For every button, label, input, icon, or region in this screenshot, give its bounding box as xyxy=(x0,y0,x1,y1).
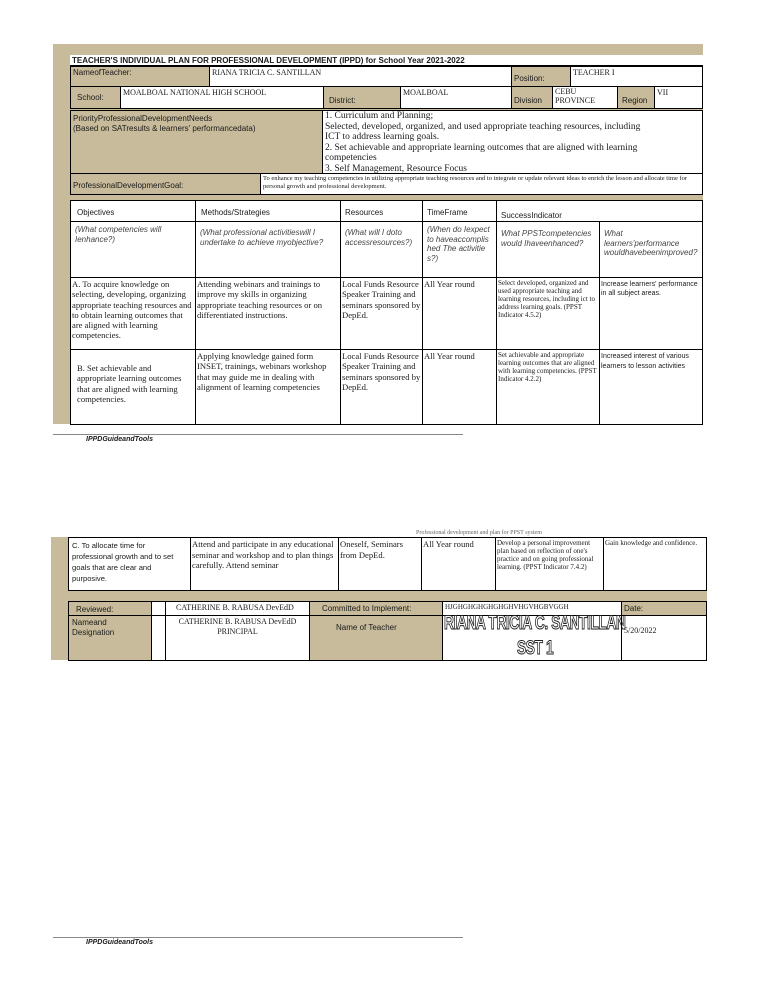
division-label: Division xyxy=(511,86,553,109)
teacher-signature-name: RIANA TRICIA C. SANTILLAN xyxy=(444,613,626,634)
goal-label: ProfessionalDevelopmentGoal: xyxy=(70,173,261,195)
col-resources: Resources xyxy=(340,200,423,222)
priority-label: PriorityProfessionalDevelopmentNeeds xyxy=(73,114,213,123)
reviewer-name: CATHERINE B. RABUSA DevEdD xyxy=(165,601,310,616)
footer-text-2: IPPDGuideandTools xyxy=(86,939,154,946)
priority-line-5: competencies xyxy=(325,153,377,163)
row-b-timeframe: All Year round xyxy=(422,349,497,425)
form-title: TEACHER'S INDIVIDUAL PLAN FOR PROFESSIONAL DEVELOPMENT (IPPD) for School Year 2021-2022 xyxy=(70,55,703,66)
frame-top-bar xyxy=(53,44,703,55)
signature-cell xyxy=(442,613,626,661)
row-a-timeframe: All Year round xyxy=(422,277,497,350)
footer-rule-2 xyxy=(53,937,463,938)
district-value: MOALBOAL xyxy=(400,86,512,109)
position-label: Position: xyxy=(511,66,571,87)
guide-objectives: (What competencies will Ienhance?) xyxy=(70,221,196,278)
district-label: District: xyxy=(323,86,401,109)
teacher-name-label: Name of Teacher xyxy=(309,615,443,661)
region-value: VII xyxy=(654,86,703,109)
row-a-ppst: Select developed, organized and used appropriate teaching and learning resources, including ict to address learning goals. (PPST Indicator 4.5.2) xyxy=(496,277,600,350)
reviewer-name-2: CATHERINE B. RABUSA DevEdD xyxy=(178,617,297,626)
goal-value: To enhance my teaching competencies in utilizing appropriate teaching resources and to integrate or update relevant ideas to enrich the lesson and allocate time for personal growth and professional development. xyxy=(260,173,703,195)
name-label: NameofTeacher: xyxy=(70,66,210,87)
row-c-ppst: Develop a personal improvement plan based on reflection of one's practice and on going professional learning. (PPST Indicator 7.4.2) xyxy=(495,537,604,591)
row-b-objective-cell xyxy=(70,349,196,425)
row-c-learners: Gain knowledge and confidence. xyxy=(603,537,707,591)
col-methods: Methods/Strategies xyxy=(195,200,341,222)
col-timeframe: TimeFrame xyxy=(422,200,497,222)
priority-line-4: 2. Set achievable and appropriate learning outcomes that are aligned with learning xyxy=(325,142,638,153)
row-a-method: Attending webinars and trainings to improve my skills in organizing appropriate teaching resources or on differentiated instructions. xyxy=(195,277,341,350)
row-a-objective: A. To acquire knowledge on selecting, developing, organizing appropriate teaching resources and to obtain learning outcomes that are aligned with learning competencies. xyxy=(70,277,196,350)
frame-left-bar-2 xyxy=(51,537,68,660)
reviewed-label: Reviewed: xyxy=(68,601,152,616)
reviewer-block xyxy=(165,615,310,661)
school-value: MOALBOAL NATIONAL HIGH SCHOOL xyxy=(120,86,324,109)
row-b-resource: Local Funds Resource Speaker Training and seminars sponsored by DepEd. xyxy=(340,349,423,425)
guide-timeframe: (When do Iexpect to haveaccomplished The activities?) xyxy=(422,221,497,278)
teacher-signature-title: SST 1 xyxy=(517,638,554,659)
overlap-text: Professional development and plan for PPST system xyxy=(416,530,542,536)
row-b-objective: B. Set achievable and appropriate learning outcomes that are aligned with learning competencies. xyxy=(77,363,182,404)
footer-rule-1 xyxy=(53,434,463,435)
frame-left-bar xyxy=(53,44,70,424)
date-value: 5/20/2022 xyxy=(621,615,707,661)
guide-learners: What learners'performance wouldhavebeenimproved? xyxy=(599,221,703,278)
region-label: Region xyxy=(617,86,655,109)
date-label: Date: xyxy=(621,601,707,616)
priority-line-3: ICT to address learning goals. xyxy=(325,132,440,142)
footer-text-1: IPPDGuideandTools xyxy=(86,436,154,443)
priority-line-2: Selected, developed, organized, and used appropriate teaching resources, including xyxy=(325,121,641,132)
guide-ppst: What PPSTcompetencies would Ihaveenhanced? xyxy=(496,221,600,278)
priority-sublabel: (Based on SATresults & learners' performancedata) xyxy=(73,123,256,133)
reviewed-blank xyxy=(151,601,166,616)
priority-line-1: 1. Curriculum and Planning; xyxy=(325,111,434,121)
row-c-timeframe: All Year round xyxy=(421,537,496,591)
row-b-ppst: Set achievable and appropriate learning outcomes that are aligned with learning competencies. (PPST Indicator 4.2.2) xyxy=(496,349,600,425)
col-success: SuccessIndicator xyxy=(496,200,703,222)
name-value: RIANA TRICIA C. SANTILLAN xyxy=(209,66,512,87)
committed-value: HJGHGHGHGHGHGHVHGVHGBVGGH xyxy=(442,601,622,616)
priority-label-cell xyxy=(70,110,323,174)
row-c-objective: C. To allocate time for professional growth and to set goals that are clear and purposive. xyxy=(68,537,191,591)
col-objectives: Objectives xyxy=(70,200,196,222)
school-label: School: xyxy=(70,86,121,109)
position-value: TEACHER I xyxy=(570,66,703,87)
row-b-method: Applying knowledge gained form INSET, trainings, webinars workshop that may guide me in dealing with alignment of learning competencies xyxy=(195,349,341,425)
name-designation-label: Nameand Designation xyxy=(68,615,152,661)
priority-value-cell xyxy=(322,110,703,174)
division-value: CEBU PROVINCE xyxy=(552,86,618,109)
row-a-learners: Increase learners' performance in all subject areas. xyxy=(599,277,703,350)
reviewer-designation: PRINCIPAL xyxy=(217,626,258,636)
committed-label: Committed to Implement: xyxy=(309,601,443,616)
guide-methods: (What professional activitieswill I undertake to achieve myobjective? xyxy=(195,221,341,278)
guide-resources: (What will I doto accessresources?) xyxy=(340,221,423,278)
row-c-method: Attend and participate in any educational seminar and workshop and to plan things carefully. Attend seminar xyxy=(190,537,339,591)
priority-line-6: 3. Self Management, Resource Focus xyxy=(325,163,467,174)
row-b-learners: Increased interest of various learners to lesson activities xyxy=(599,349,703,425)
row-a-resource: Local Funds Resource Speaker Training and seminars sponsored by DepEd. xyxy=(340,277,423,350)
row-c-resource: Oneself, Seminars from DepEd. xyxy=(338,537,422,591)
designation-blank-1 xyxy=(151,615,166,661)
spacer-bar-3 xyxy=(68,591,707,601)
